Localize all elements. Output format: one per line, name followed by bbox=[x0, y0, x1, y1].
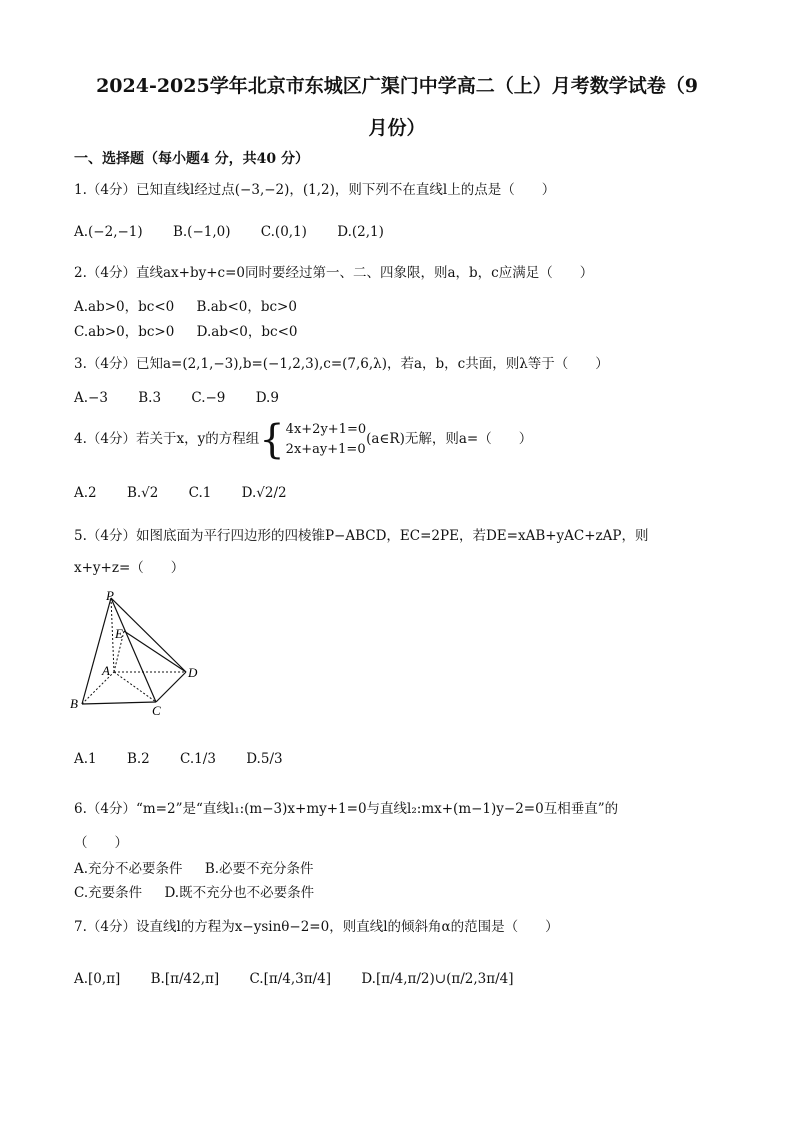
q5-option-b: B.2 bbox=[126, 751, 150, 767]
q5-option-c: C.1/3 bbox=[180, 751, 216, 767]
q3-options bbox=[74, 389, 305, 407]
q1-option-c: C.(0,1) bbox=[260, 224, 307, 240]
q4-equation-system bbox=[259, 416, 367, 463]
q2-option-a: A.ab>0，bc<0 bbox=[74, 299, 175, 315]
q3-option-d: D.9 bbox=[255, 390, 279, 406]
q6-option-b: B.必要不充分条件 bbox=[204, 861, 314, 877]
q7-stem: 7.（4分）设直线l的方程为x−ysinθ−2=0，则直线l的倾斜角α的范围是（ ） bbox=[74, 919, 559, 935]
q3-option-c: C.−9 bbox=[191, 390, 226, 406]
q4-option-d: D.√2/2 bbox=[241, 485, 287, 501]
q3-stem: 3.（4分）已知a=(2,1,−3),b=(−1,2,3),c=(7,6,λ)，若a，b，c共面，则λ等于（ ） bbox=[74, 356, 609, 372]
q3-option-a: A.−3 bbox=[74, 390, 108, 406]
q5-options bbox=[74, 748, 309, 770]
q2-stem: 2.（4分）直线ax+by+c=0同时要经过第一、二、四象限，则a，b，c应满足（ ） bbox=[74, 265, 594, 281]
q4-option-a: A.2 bbox=[74, 485, 97, 501]
q6-stem-line1: 6.（4分）“m=2”是“直线l₁:(m−3)x+my+1=0与直线l₂:mx+(m−1)y−2=0互相垂直”的 bbox=[74, 801, 619, 817]
q6-option-c: C.充要条件 bbox=[74, 885, 143, 901]
q4-option-b: B.√2 bbox=[126, 485, 159, 501]
label-c: C bbox=[152, 703, 161, 718]
q2-option-d: D.ab<0，bc<0 bbox=[196, 324, 298, 340]
q6-option-d: D.既不充分也不必要条件 bbox=[164, 885, 315, 901]
q6-options-row2 bbox=[74, 884, 332, 902]
section-heading: 一、选择题（每小题4 分，共40 分） bbox=[74, 151, 309, 167]
q4-suffix: (a∈R)无解，则a=（ ） bbox=[366, 431, 533, 447]
q2-options-row1 bbox=[74, 298, 315, 316]
q1-options bbox=[74, 223, 410, 241]
q7-option-c: C.[π/4,3π/4] bbox=[249, 971, 332, 987]
q7-options bbox=[74, 966, 540, 992]
q1-option-a: A.(−2,−1) bbox=[74, 224, 143, 240]
exam-title-line2: 月份） bbox=[368, 117, 426, 139]
q4-equation-1: 4x+2y+1=0 bbox=[285, 421, 367, 437]
label-b: B bbox=[70, 696, 78, 711]
q1-stem: 1.（4分）已知直线l经过点(−3,−2)，(1,2)，则下列不在直线l上的点是（ ） bbox=[74, 182, 556, 198]
q4-stem bbox=[74, 418, 532, 462]
q2-option-b: B.ab<0，bc>0 bbox=[196, 299, 297, 315]
q5-stem-line2: x+y+z=（ ） bbox=[74, 560, 185, 576]
q2-options-row2 bbox=[74, 323, 315, 341]
q5-stem-line1: 5.（4分）如图底面为平行四边形的四棱锥P−ABCD，EC=2PE，若DE=xAB+yAC+zAP，则 bbox=[74, 528, 649, 544]
q5-option-d: D.5/3 bbox=[246, 751, 283, 767]
q6-options-row1 bbox=[74, 860, 332, 878]
q2-option-c: C.ab>0，bc>0 bbox=[74, 324, 175, 340]
q5-option-a: A.1 bbox=[74, 751, 97, 767]
label-d: D bbox=[188, 665, 198, 680]
q7-option-b: B.[π/42,π] bbox=[150, 971, 220, 987]
label-e: E bbox=[115, 626, 123, 641]
q4-prefix: 4.（4分）若关于x，y的方程组 bbox=[74, 431, 260, 447]
q3-option-b: B.3 bbox=[138, 390, 162, 406]
label-a: A bbox=[102, 663, 110, 678]
q4-options bbox=[74, 478, 313, 508]
pyramid-figure bbox=[66, 586, 206, 720]
label-p: P bbox=[106, 588, 114, 603]
q6-option-a: A.充分不必要条件 bbox=[74, 861, 183, 877]
exam-title-line1: 2024-2025学年北京市东城区广渠门中学高二（上）月考数学试卷（9 bbox=[96, 75, 698, 97]
q7-option-a: A.[0,π] bbox=[74, 971, 121, 987]
left-brace-icon: { bbox=[259, 416, 285, 463]
q4-equation-2: 2x+ay+1=0 bbox=[285, 441, 366, 457]
q1-option-d: D.(2,1) bbox=[337, 224, 384, 240]
q6-stem-line2: （ ） bbox=[74, 835, 128, 851]
q4-option-c: C.1 bbox=[188, 485, 212, 501]
q1-option-b: B.(−1,0) bbox=[172, 224, 231, 240]
q7-option-d: D.[π/4,π/2)∪(π/2,3π/4] bbox=[361, 971, 514, 987]
